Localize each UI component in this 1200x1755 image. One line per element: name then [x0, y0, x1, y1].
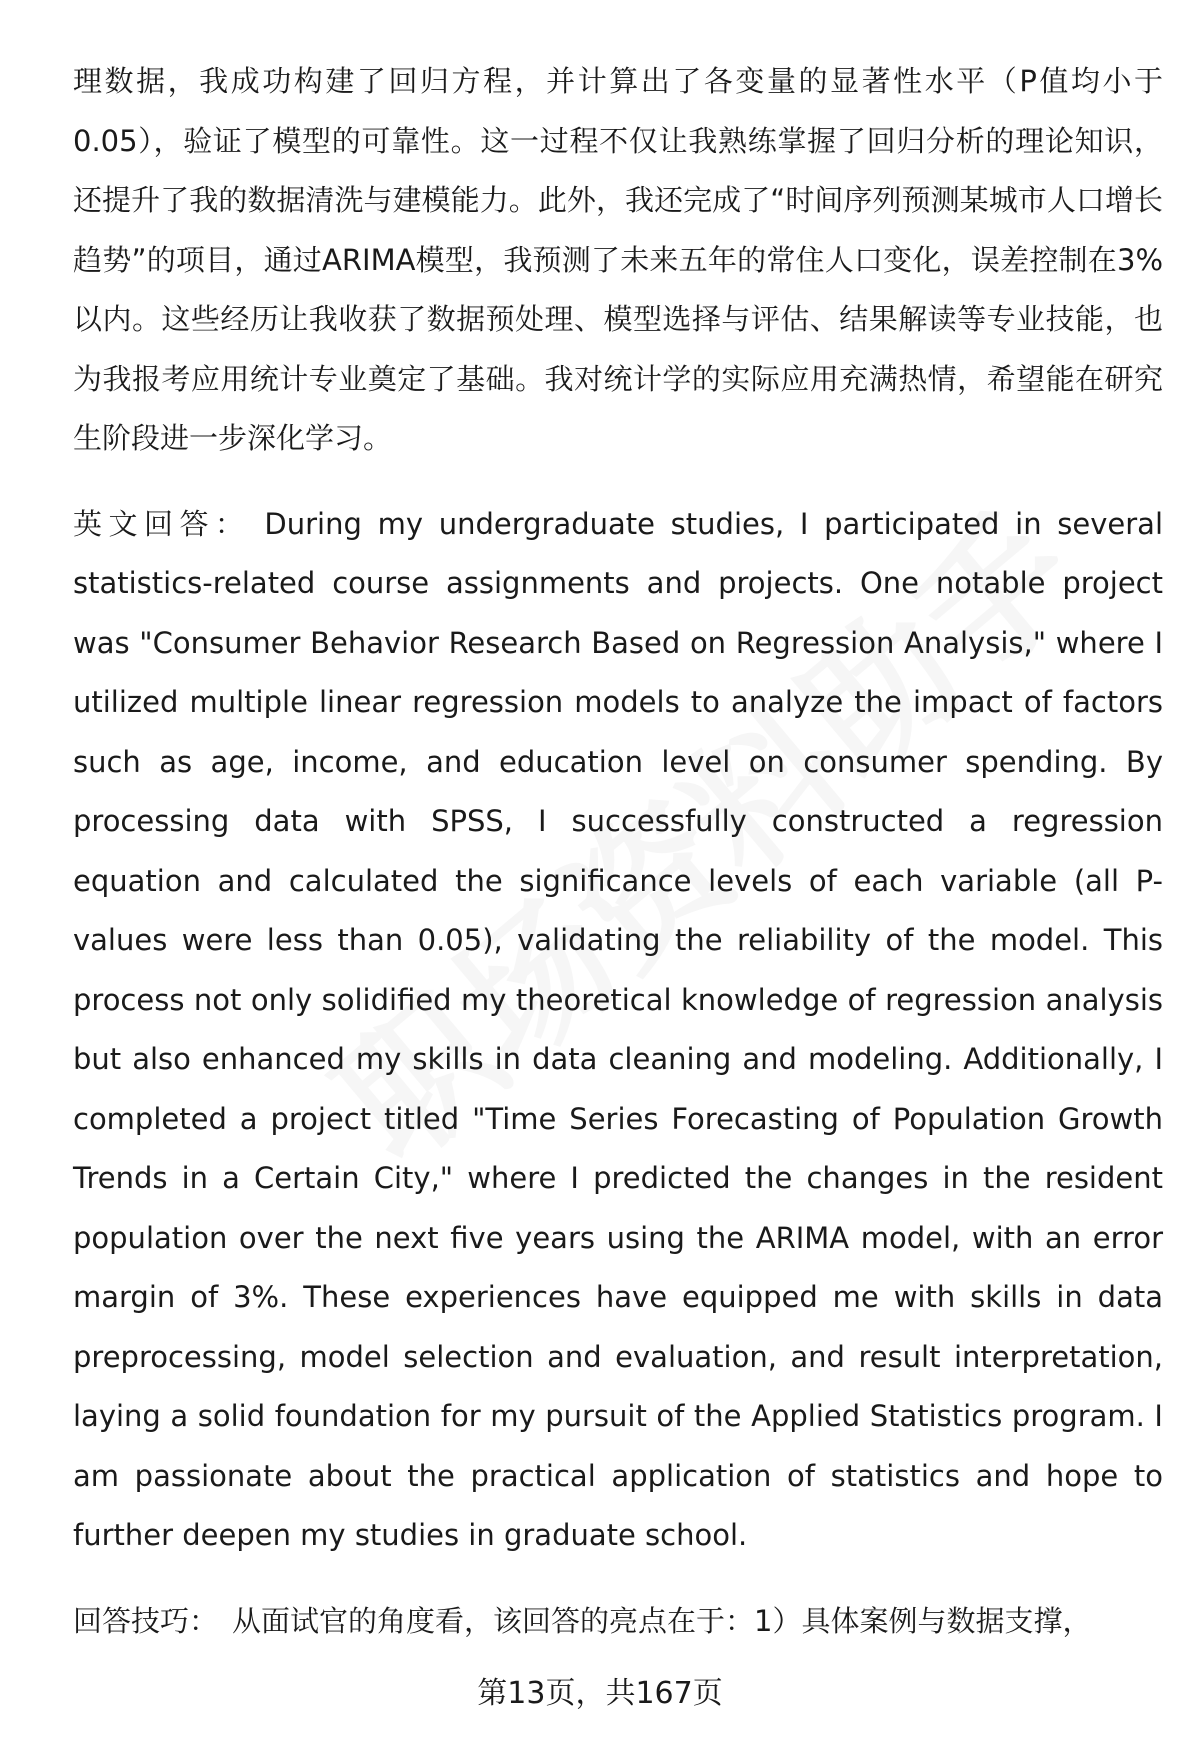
paragraph-label: 回答技巧： [73, 1603, 219, 1638]
page-number: 第13页，共167页 [477, 1676, 723, 1711]
paragraph-text: 从面试官的角度看，该回答的亮点在于：1）具体案例与数据支撑， [232, 1603, 1092, 1638]
paragraph-label: 英文回答： [73, 506, 251, 541]
paragraph-answer-tips [73, 1592, 1163, 1652]
paragraph-text: 理数据，我成功构建了回归方程，并计算出了各变量的显著性水平（P值均小于0.05），验证了模型的可靠性。这一过程不仅让我熟练掌握了回归分析的理论知识，还提升了我的数据清洗与建模能力。此外，我还完成了“时间序列预测某城市人口增长趋势”的项目，通过ARIMA模型，我预测了未来五年的常住人口变化，误差控制在3%以内。这些经历让我收获了数据预处理、模型选择与评估、结果解读等专业技能，也为我报考应用统计专业奠定了基础。我对统计学的实际应用充满热情，希望能在研究生阶段进一步深化学习。 [73, 64, 1163, 455]
paragraph-chinese-answer-continued [73, 52, 1163, 469]
paragraph-english-answer [73, 495, 1163, 1566]
paragraph-text: During my undergraduate studies, I participated in several statistics-related course assignments and projects. One notable project was "Consumer Behavior Research Based on Regression Analysis," where I utilized multiple linear regression models to analyze the impact of factors such as age, income, and education level on consumer spending. By processing data with SPSS, I successfully constructed a regression equation and calculated the significance levels of each variable (all P-values were less than 0.05), validating the reliability of the model. This process not only solidified my theoretical knowledge of regression analysis but also enhanced my skills in data cleaning and modeling. Additionally, I completed a project titled "Time Series Forecasting of Population Growth Trends in a Certain City," where I predicted the changes in the resident population over the next five years using the ARIMA model, with an error margin of 3%. These experiences have equipped me with skills in data preprocessing, model selection and evaluation, and result interpretation, laying a solid foundation for my pursuit of the Applied Statistics program. I am passionate about the practical application of statistics and hope to further deepen my studies in graduate school. [73, 506, 1163, 1552]
document-body [73, 52, 1163, 1677]
